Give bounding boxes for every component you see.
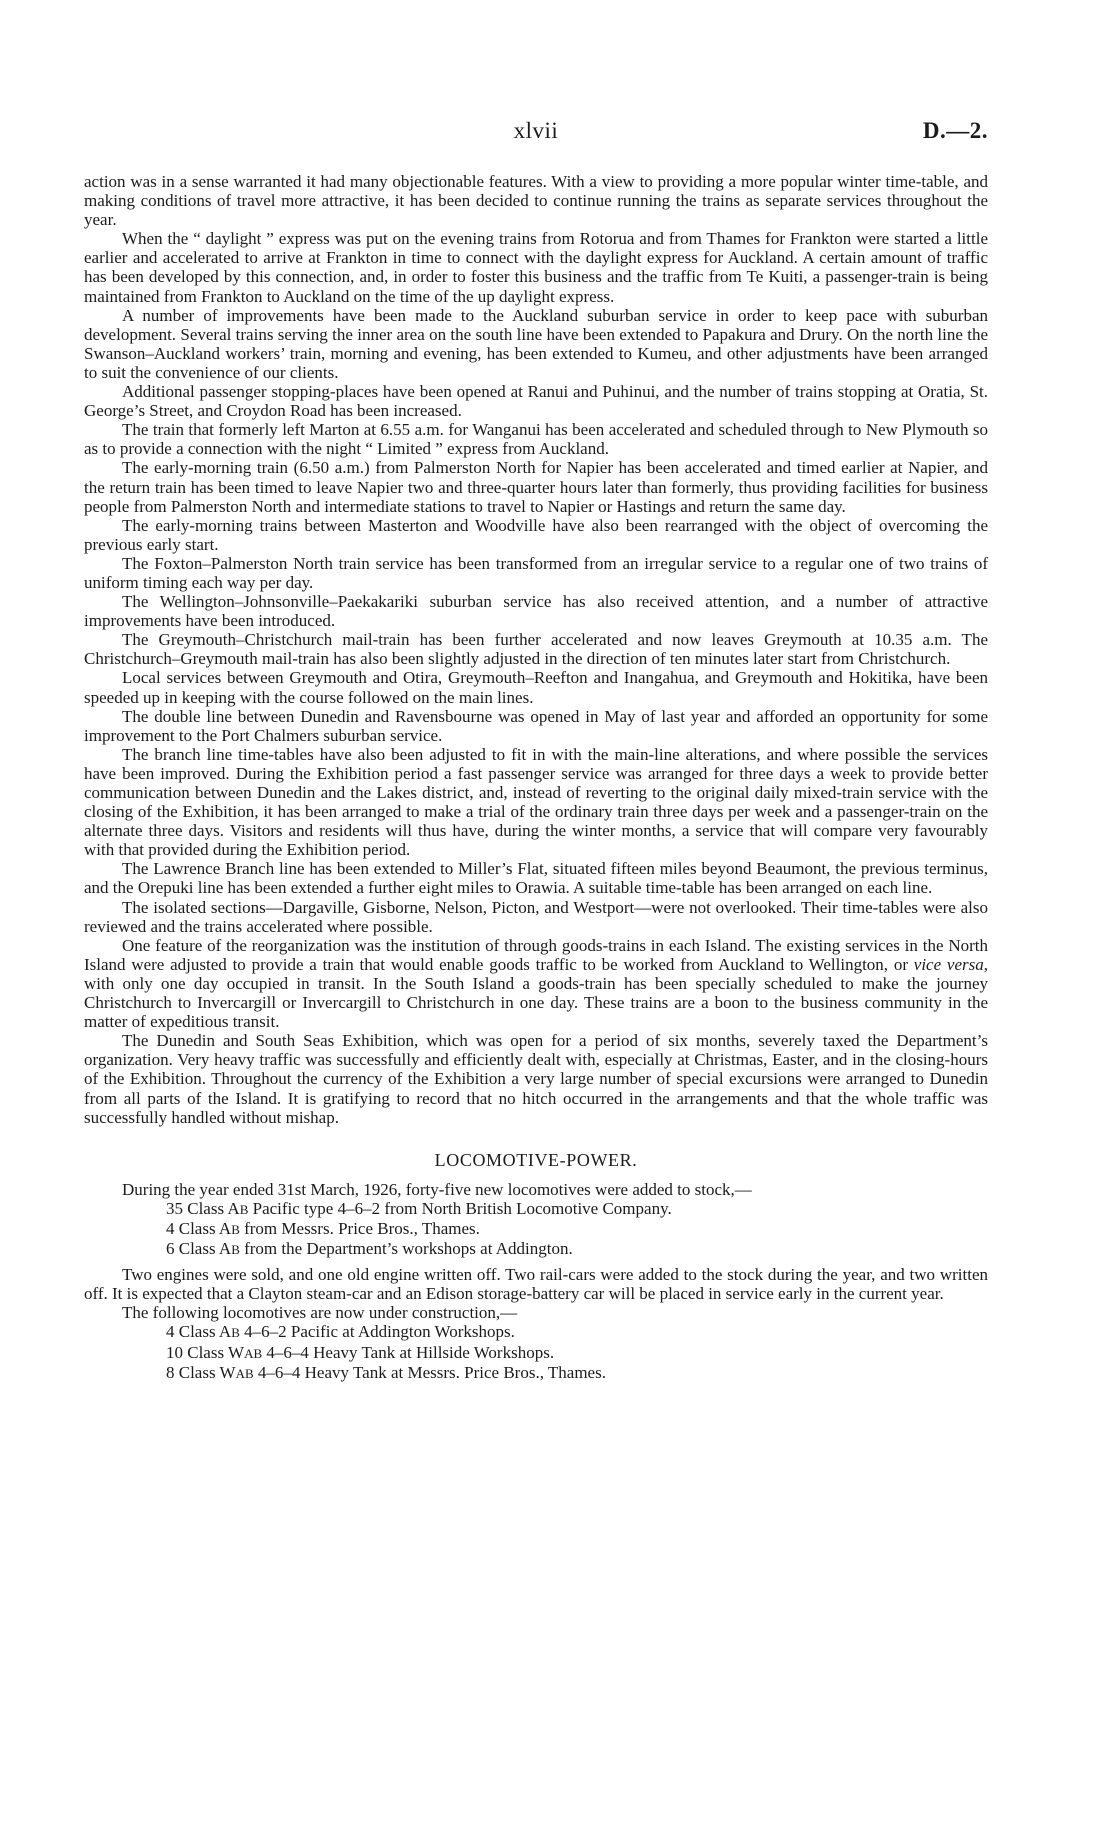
paragraph-branch-timetables: The branch line time-tables have also been adjusted to fit in with the main-line alterations, and where possible the services have been improved. During the Exhibition period a fast passenger service was arranged for three days a week to provide better communication between Dunedin and the Lakes district, and, instead of reverting to the original daily mixed-train service with the closing of the Exhibition, it has been arranged to make a trial of the ordinary train three days per week and a passenger-train on the alternate three days. Visitors and residents will thus have, during the winter months, a service that will compare very favourably with that provided during the Exhibition period. (84, 744, 988, 860)
body-text (84, 172, 988, 1383)
document-code: D.—2. (922, 118, 988, 143)
list-item: 4 Class AB 4–6–2 Pacific at Addington Workshops. (166, 1322, 515, 1342)
paragraph-foxton-service: The Foxton–Palmerston North train service has been transformed from an irregular service to a regular one of two trains of uniform timing each way per day. (84, 553, 988, 592)
paragraph-masterton-woodville: The early-morning trains between Masterton and Woodville have also been rearranged with the object of overcoming the previous early start. (84, 515, 988, 554)
paragraph-marton-train: The train that formerly left Marton at 6.55 a.m. for Wanganui has been accelerated and scheduled through to New Plymouth so as to provide a connection with the night “ Limited ” express from Auckland. (84, 420, 988, 459)
page-number: xlvii (513, 118, 559, 143)
locomotive-class: AB (218, 1322, 240, 1342)
paragraph-greymouth-mail: The Greymouth–Christchurch mail-train has been further accelerated and now leaves Greymouth at 10.35 a.m. The Christchurch–Greymouth mail-train has also been slightly adjusted in the direction of ten minutes later start from Christchurch. (84, 630, 988, 669)
through-goods-italic: vice versa (913, 954, 984, 974)
list-item: 6 Class AB from the Department’s workshops at Addington. (166, 1239, 573, 1259)
construction-list (84, 1322, 988, 1382)
locomotive-class: AB (218, 1239, 240, 1259)
locomotive-class: WAB (219, 1362, 254, 1382)
list-item: 8 Class WAB 4–6–4 Heavy Tank at Messrs. Price Bros., Thames. (166, 1362, 606, 1382)
paragraph-under-construction: The following locomotives are now under construction,— (122, 1303, 518, 1323)
paragraph-daylight-express: When the “ daylight ” express was put on the evening trains from Rotorua and from Thames for Frankton were started a little earlier and accelerated to arrive at Frankton in time to connect with the daylight express for Auckland. A certain amount of traffic has been developed by this connection, and, in order to foster this business and the traffic from Te Kuiti, a passenger-train is being maintained from Frankton to Auckland on the time of the up daylight express. (84, 229, 988, 306)
added-locomotives-list (84, 1199, 988, 1259)
paragraph-local-services: Local services between Greymouth and Otira, Greymouth–Reefton and Inangahua, and Greymouth and Hokitika, have been speeded up in keeping with the course followed on the main lines. (84, 668, 988, 707)
paragraph-stopping-places: Additional passenger stopping-places have been opened at Ranui and Puhinui, and the number of trains stopping at Oratia, St. George’s Street, and Croydon Road has been increased. (84, 382, 988, 421)
paragraph-lawrence-branch: The Lawrence Branch line has been extended to Miller’s Flat, situated fifteen miles beyond Beaumont, the previous terminus, and the Orepuki line has been extended a further eight miles to Orawia. A suitable time-table has been arranged on each line. (84, 859, 988, 898)
through-goods-text-b: , with only one day occupied in transit. In the South Island a goods-train has been specially scheduled to make the journey Christchurch to Invercargill or Invercargill to Christchurch in one day. These trains are a boon to the business community in the matter of expeditious transit. (84, 954, 988, 1032)
locomotive-class: WAB (228, 1342, 263, 1362)
paragraph-exhibition: The Dunedin and South Seas Exhibition, which was open for a period of six months, severely taxed the Department’s organization. Very heavy traffic was successfully and efficiently dealt with, especially at Christmas, Easter, and in the closing-hours of the Exhibition. Throughout the currency of the Exhibition a very large number of special excursions were arranged to Dunedin from all parts of the Island. It is gratifying to record that no hitch occurred in the arrangements and that the whole traffic was successfully handled without mishap. (84, 1031, 988, 1127)
list-item: 4 Class AB from Messrs. Price Bros., Thames. (166, 1218, 480, 1238)
list-item: 35 Class AB Pacific type 4–6–2 from North British Locomotive Company. (166, 1198, 672, 1218)
locomotive-class: AB (218, 1218, 240, 1238)
through-goods-text-a: One feature of the reorganization was the institution of through goods-trains in each Island. The existing services in the North Island were adjusted to provide a train that would enable goods traffic to be worked from Auckland to Wellington, or (84, 935, 988, 974)
section-title-locomotive-power: LOCOMOTIVE-POWER. (434, 1149, 638, 1170)
paragraph-double-line: The double line between Dunedin and Ravensbourne was opened in May of last year and afforded an opportunity for some improvement to the Port Chalmers suburban service. (84, 706, 988, 745)
paragraph-isolated-sections: The isolated sections—Dargaville, Gisborne, Nelson, Picton, and Westport—were not overlooked. Their time-tables were also reviewed and the trains accelerated where possible. (84, 897, 988, 936)
paragraph-continuation: action was in a sense warranted it had many objectionable features. With a view to providing a more popular winter time-table, and making conditions of travel more attractive, it has been decided to continue running the trains as separate services throughout the year. (84, 172, 988, 230)
paragraph-wellington-suburban: The Wellington–Johnsonville–Paekakariki suburban service has also received attention, and a number of attractive improvements have been introduced. (84, 592, 988, 631)
locomotive-class: AB (227, 1198, 249, 1218)
paragraph-napier-train: The early-morning train (6.50 a.m.) from Palmerston North for Napier has been accelerated and timed earlier at Napier, and the return train has been timed to leave Napier two and three-quarter hours later than formerly, thus providing facilities for business people from Palmerston North and intermediate stations to travel to Napier or Hastings and return the same day. (84, 458, 988, 516)
paragraph-through-goods (84, 936, 988, 1031)
paragraph-auckland-suburban: A number of improvements have been made to the Auckland suburban service in order to keep pace with suburban development. Several trains serving the inner area on the south line have been extended to Papakura and Drury. On the north line the Swanson–Auckland workers’ train, morning and evening, has been extended to Kumeu, and other adjustments have been arranged to suit the convenience of our clients. (84, 305, 988, 382)
list-item: 10 Class WAB 4–6–4 Heavy Tank at Hillside Workshops. (166, 1342, 555, 1362)
page-header (84, 118, 988, 152)
paragraph-locomotives-added: During the year ended 31st March, 1926, forty-five new locomotives were added to stock,— (122, 1179, 752, 1199)
paragraph-engines-sold: Two engines were sold, and one old engine written off. Two rail-cars were added to the stock during the year, and two written off. It is expected that a Clayton steam-car and an Edison storage-battery car will be placed in service early in the current year. (84, 1265, 988, 1304)
